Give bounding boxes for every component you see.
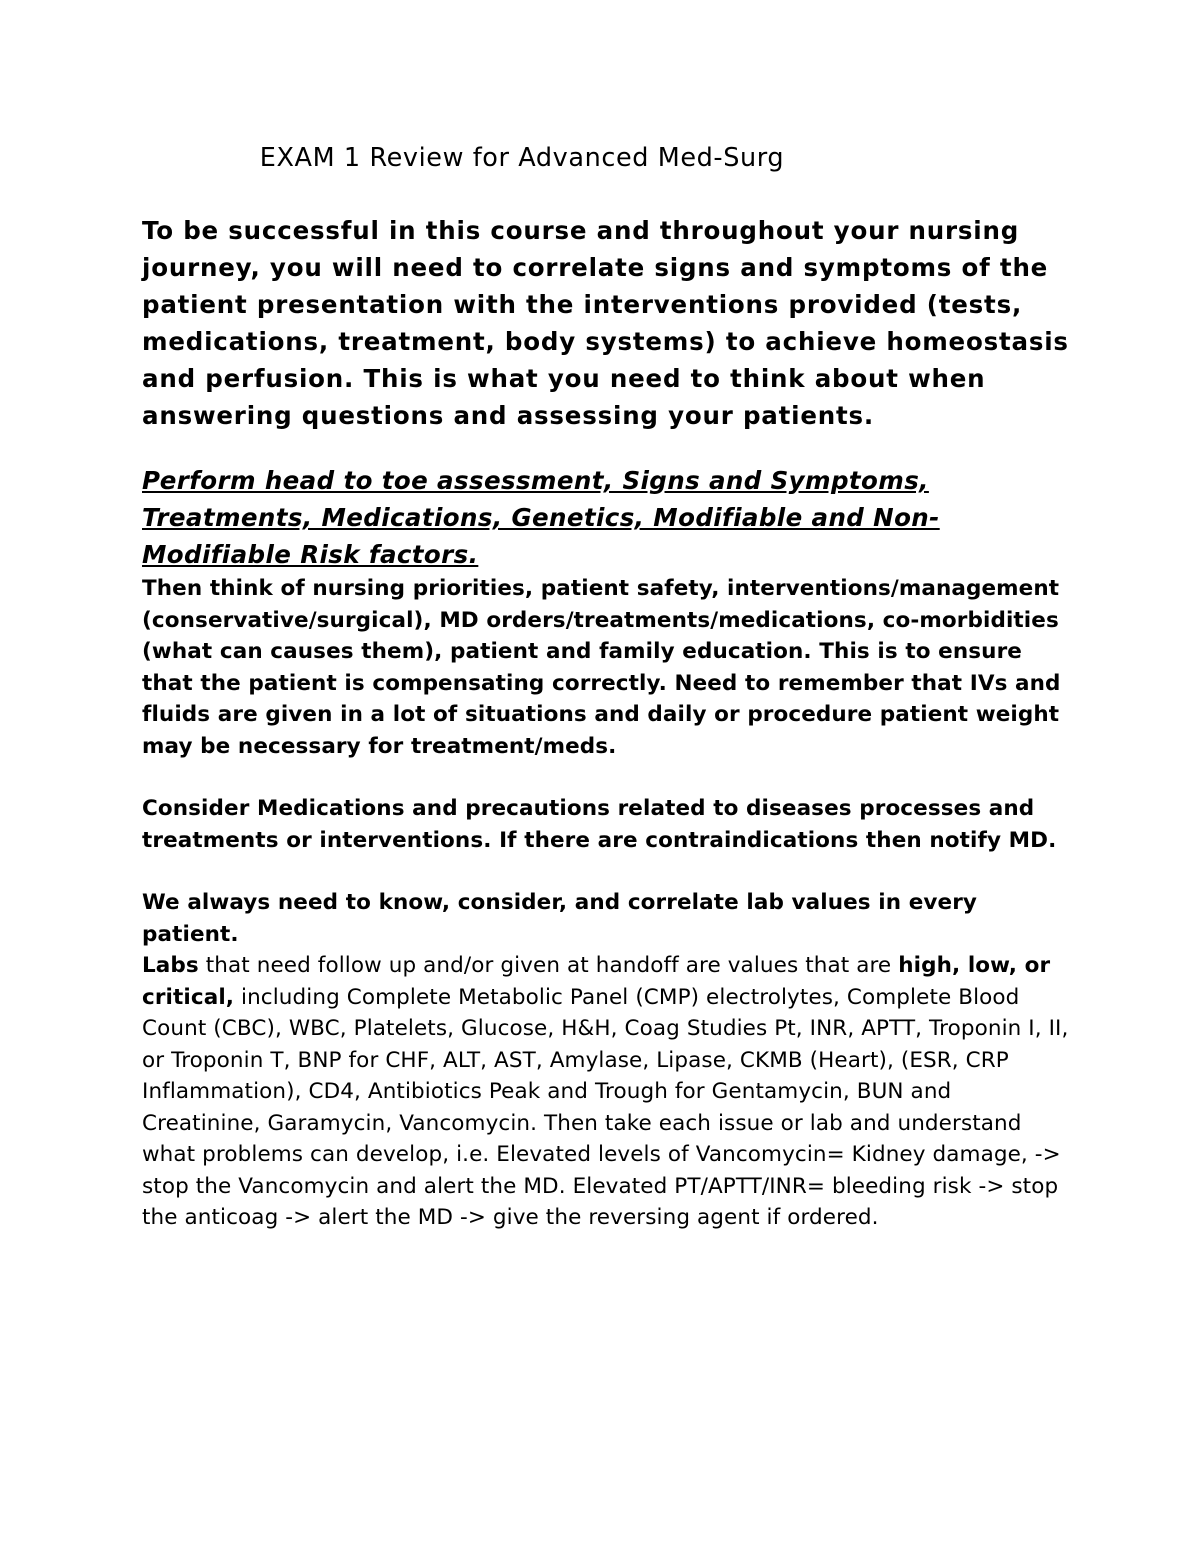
labs-paragraph [142,950,1072,1234]
labs-lead: Labs [142,953,199,978]
assessment-heading: Perform head to toe assessment, Signs and Symptoms, Treatments, Medications, Genetics, Modifiable and Non-Modifiable Risk factors. [142,466,940,569]
priorities-paragraph: Then think of nursing priorities, patient safety, interventions/management (conservative/surgical), MD orders/treatments/medications, co-morbidities (what can causes them), patient and family education. This is to ensure that the patient is compensating correctly. Need to remember that IVs and fluids are given in a lot of situations and daily or procedure patient weight may be necessary for treatment/meds. [142,576,1061,759]
intro-paragraph: To be successful in this course and throughout your nursing journey, you will need to correlate signs and symptoms of the patient presentation with the interventions provided (tests, medications, treatment, body systems) to achieve homeostasis and perfusion. This is what you need to think about when answering questions and assessing your patients. [142,216,1069,430]
spacer [142,856,1072,887]
spacer [142,762,1072,793]
page-title: EXAM 1 Review for Advanced Med-Surg [259,143,785,173]
labs-text-1: that need follow up and/or given at handoff are values that are [198,953,899,978]
labs-emphasis: high, low, or critical, [142,953,1051,1010]
medications-paragraph: Consider Medications and precautions related to diseases processes and treatments or interventions. If there are contraindications then notify MD. [142,796,1057,853]
document-page [142,140,1072,1234]
labs-text-2: including Complete Metabolic Panel (CMP) electrolytes, Complete Blood Count (CBC), WBC, Platelets, Glucose, H&H, Coag Studies Pt, INR, APTT, Troponin I, II, or Troponin T, BNP for CHF, ALT, AST, Amylase, Lipase, CKMB (Heart), (ESR, CRP Inflammation), CD4, Antibiotics Peak and Trough for Gentamycin, BUN and Creatinine, Garamycin, Vancomycin. Then take each issue or lab and understand what problems can develop, i.e. Elevated levels of Vancomycin= Kidney damage, -> stop the Vancomycin and alert the MD. Elevated PT/APTT/INR= bleeding risk -> stop the anticoag -> alert the MD -> give the reversing agent if ordered. [142,984,1069,1230]
lab-values-paragraph: We always need to know, consider, and correlate lab values in every patient. [142,890,978,947]
